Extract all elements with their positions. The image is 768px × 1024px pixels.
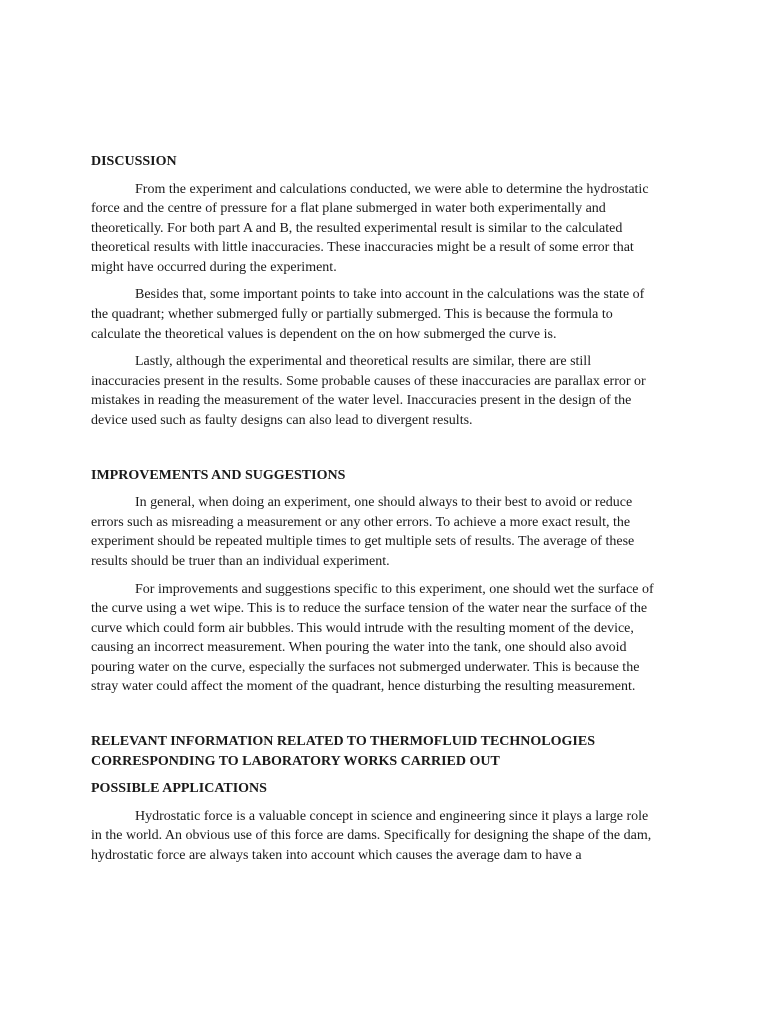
discussion-paragraph-3: Lastly, although the experimental and theoretical results are similar, there are still inaccuracies present in the results. Some probable causes of these inaccuracies are parallax error or mistakes in reading the measurement of the water level. Inaccuracies present in the design of the device used such as faulty designs can also lead to divergent results. <box>91 354 646 429</box>
discussion-paragraph-2: Besides that, some important points to take into account in the calculations was the state of the quadrant; whether submerged fully or partially submerged. This is because the formula to calculate the theoretical values is dependent on the on how submerged the curve is. <box>91 287 645 342</box>
discussion-paragraph-1: From the experiment and calculations conducted, we were able to determine the hydrostatic force and the centre of pressure for a flat plane submerged in water both experimentally and theoretically. For both part A and B, the resulted experimental result is similar to the calculated theoretical results with little inaccuracies. These inaccuracies might be a result of some error that might have occurred during the experiment. <box>91 181 649 275</box>
applications-paragraph-1: Hydrostatic force is a valuable concept in science and engineering since it plays a large role in the world. An obvious use of this force are dams. Specifically for designing the shape of the dam, hydrostatic force are always taken into account which causes the average dam to have a <box>91 808 652 863</box>
possible-applications-heading: POSSIBLE APPLICATIONS <box>91 781 267 797</box>
discussion-heading: DISCUSSION <box>91 154 177 169</box>
improvements-paragraph-1: In general, when doing an experiment, one should always to their best to avoid or reduce errors such as misreading a measurement or any other errors. To achieve a more exact result, the experiment should be repeated multiple times to get multiple sets of results. The average of these results should be truer than an individual experiment. <box>91 495 635 569</box>
improvements-heading: IMPROVEMENTS AND SUGGESTIONS <box>91 467 346 483</box>
relevant-information-heading: RELEVANT INFORMATION RELATED TO THERMOFLUID TECHNOLOGIES CORRESPONDING TO LABORATORY WORKS CARRIED OUT <box>91 734 595 769</box>
improvements-paragraph-2: For improvements and suggestions specific to this experiment, one should wet the surface of the curve using a wet wipe. This is to reduce the surface tension of the water near the surface of the curve which could form air bubbles. This would intrude with the resulting moment of the device, causing an incorrect measurement. When pouring the water into the tank, one should also avoid pouring water on the curve, especially the surfaces not submerged underwater. This is because the stray water could affect the moment of the quadrant, hence disturbing the resulting measurement. <box>91 581 654 695</box>
